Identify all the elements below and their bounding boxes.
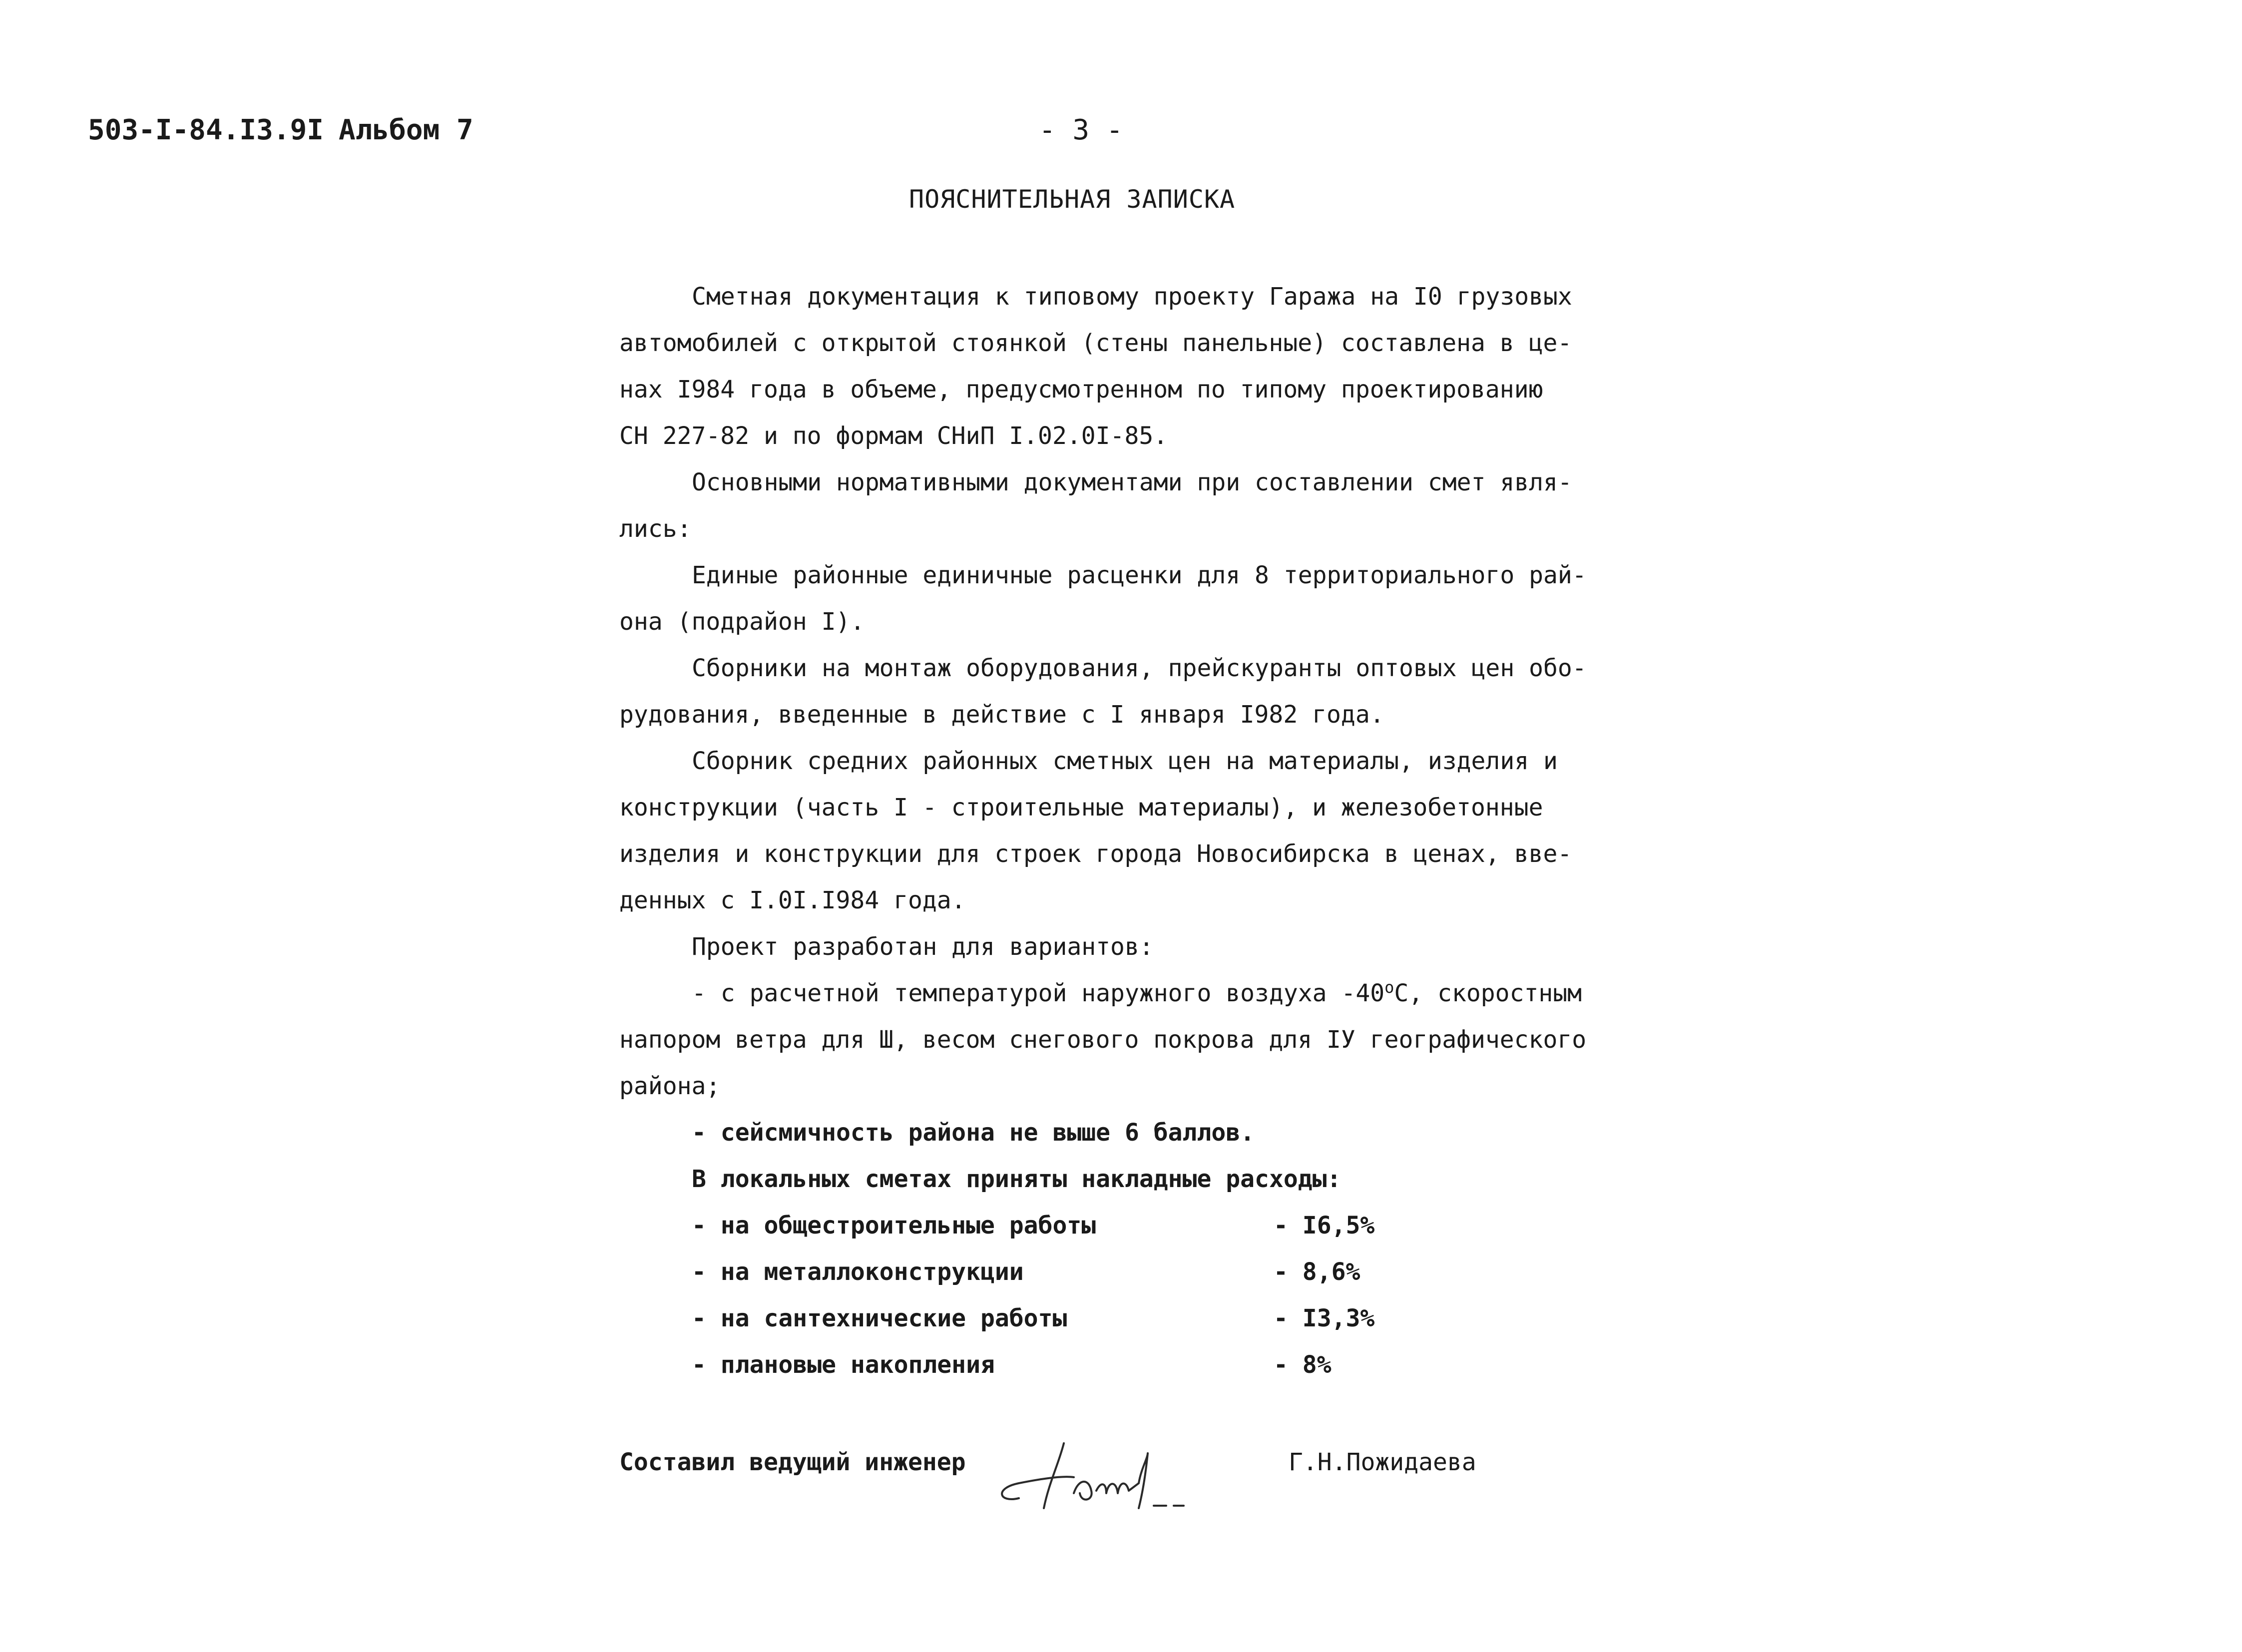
overhead-label: - плановые накопления [692,1351,995,1379]
signer-name: Г.Н.Пожидаева [1289,1448,1476,1476]
overhead-row [619,1342,1618,1388]
text-line: В локальных сметах приняты накладные расходы: [692,1165,1342,1193]
text-line: автомобилей с открытой стоянкой (стены панельные) составлена в це- [619,329,1572,357]
overhead-value: - I6,5% [1274,1212,1375,1239]
document-body [619,274,1618,1388]
text-line: напором ветра для Ш, весом снегового покрова для IУ географического [619,1026,1587,1054]
overhead-row [619,1295,1618,1342]
text-line: денных с I.0I.I984 года. [619,886,966,914]
text-line: лись: [619,515,692,543]
signature-label: Составил ведущий инженер [619,1448,966,1476]
text-line: района; [619,1072,721,1100]
text-line: конструкции (часть I - строительные материалы), и железобетонные [619,794,1543,822]
temperature-text-end: С, скоростным [1394,979,1582,1007]
page-number: - 3 - [1039,114,1123,146]
text-line: Единые районные единичные расценки для 8 территориального рай- [692,561,1587,589]
overhead-label: - на сантехнические работы [692,1304,1067,1332]
text-line: СН 227-82 и по формам СНиП I.02.0I-85. [619,422,1168,450]
text-line: нах I984 года в объеме, предусмотренном по типому проектированию [619,376,1543,404]
text-line: - сейсмичность района не выше 6 баллов. [692,1119,1255,1147]
signature-block [619,1443,1568,1503]
text-line: Сборник средних районных сметных цен на материалы, изделия и [692,747,1558,775]
text-line: Сметная документация к типовому проекту Гаража на I0 грузовых [692,283,1572,311]
temperature-text: - с расчетной температурой наружного воздуха -40 [692,979,1385,1007]
document-code [88,114,473,146]
overhead-row [619,1203,1618,1249]
page-title: ПОЯСНИТЕЛЬНАЯ ЗАПИСКА [909,185,1236,214]
text-line: Основными нормативными документами при составлении смет явля- [692,468,1572,496]
overhead-value: - I3,3% [1274,1304,1375,1332]
text-line: рудования, введенные в действие с I января I982 года. [619,701,1384,729]
overhead-row [619,1249,1618,1295]
overhead-value: - 8% [1274,1351,1332,1379]
text-line: Сборники на монтаж оборудования, прейскуранты оптовых цен обо- [692,654,1587,682]
album-label: Альбом 7 [339,114,473,146]
text-line: Проект разработан для вариантов: [692,933,1154,961]
doc-code: 503-I-84.I3.9I [88,114,324,146]
handwritten-signature [989,1423,1189,1523]
temperature-line [619,970,1618,1017]
degree-mark: o [1384,978,1394,997]
overhead-value: - 8,6% [1274,1258,1360,1286]
text-line: изделия и конструкции для строек города Новосибирска в ценах, вве- [619,840,1572,868]
overhead-label: - на металлоконструкции [692,1258,1024,1286]
text-line: она (подрайон I). [619,608,865,636]
overhead-label: - на общестроительные работы [692,1212,1096,1239]
